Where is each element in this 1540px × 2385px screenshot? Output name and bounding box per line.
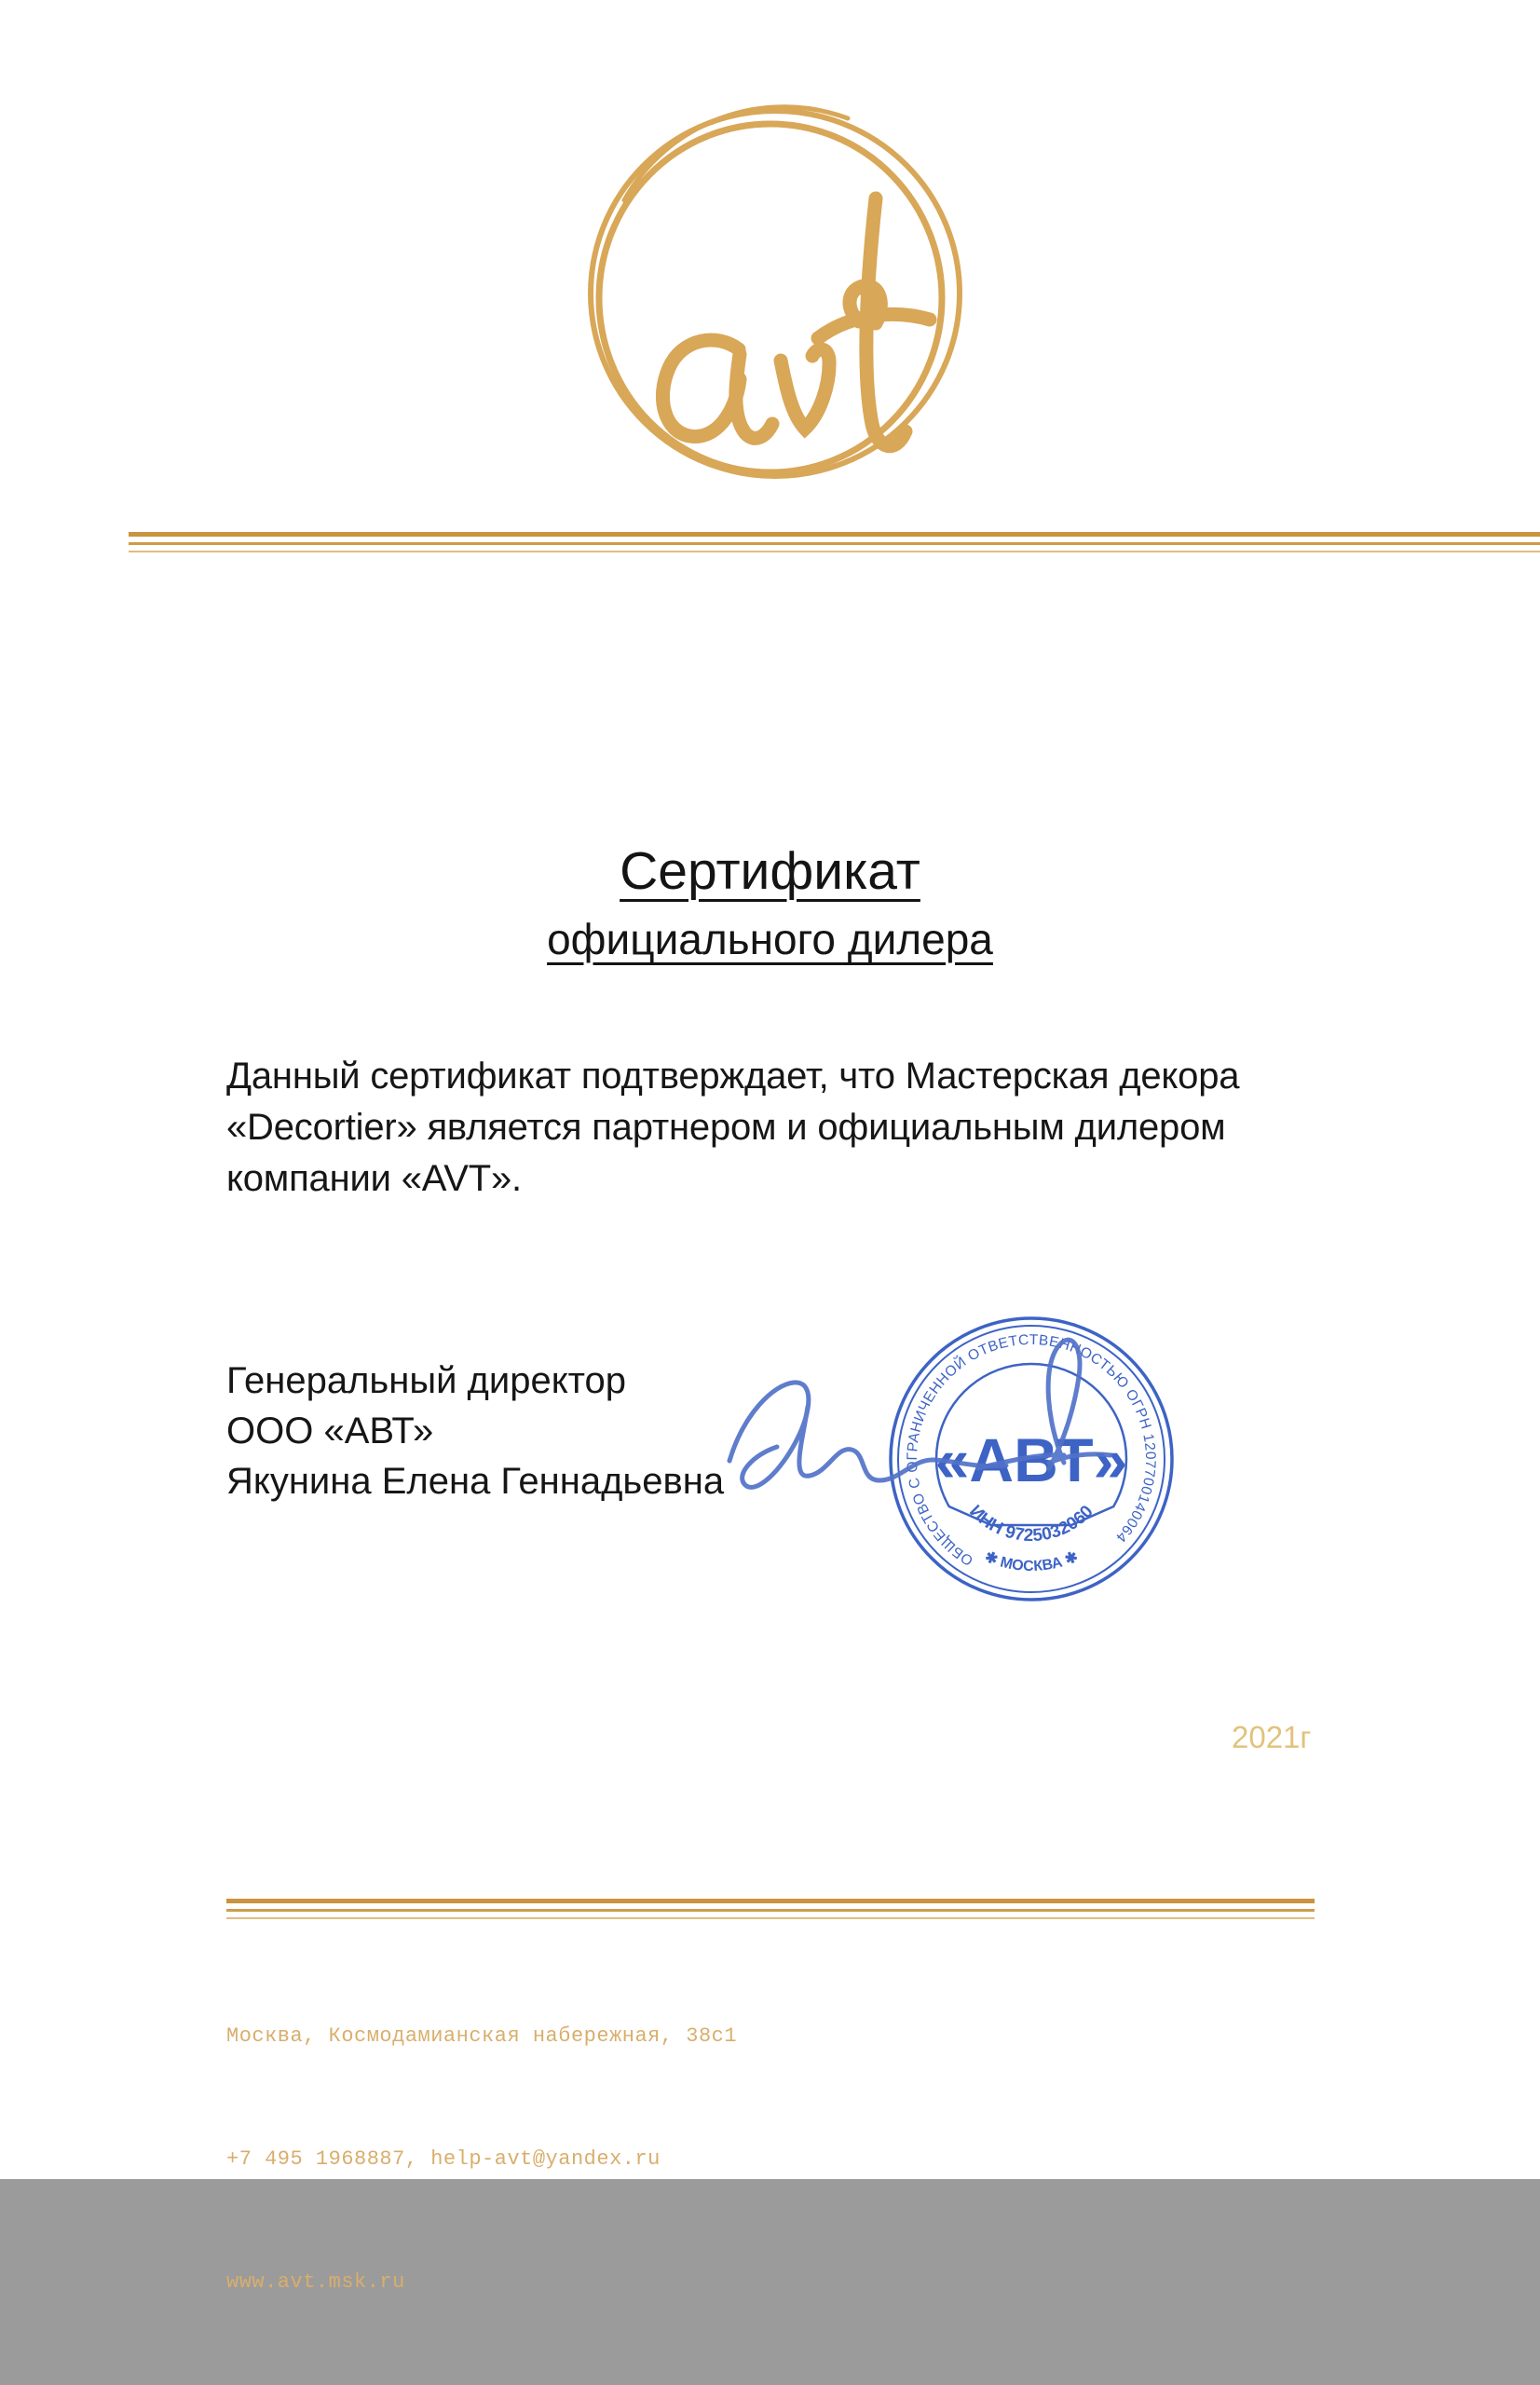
body-line: Данный сертификат подтверждает, что Мастерская декора: [226, 1056, 1240, 1097]
body-line: компании «AVT».: [226, 1158, 522, 1199]
top-separator: [129, 532, 1540, 552]
separator-line-thick: [226, 1899, 1315, 1903]
stamp-city-text: ✱ МОСКВА ✱: [982, 1548, 1081, 1575]
bottom-separator: [226, 1899, 1315, 1919]
signatory-company: ООО «АВТ»: [226, 1411, 434, 1451]
separator-line-thin: [129, 551, 1540, 552]
logo-script-letters: [662, 198, 930, 446]
separator-line-medium: [129, 542, 1540, 545]
avt-logo: [568, 89, 978, 498]
separator-line-thin: [226, 1917, 1315, 1919]
stamp-ring-text: ОБЩЕСТВО С ОГРАНИЧЕННОЙ ОТВЕТСТВЕННОСТЬЮ ОГРН 1207700140064: [904, 1331, 1159, 1569]
separator-line-medium: [226, 1909, 1315, 1912]
stamp-inn-text: ИНН 9725032060: [965, 1501, 1097, 1547]
certificate-subtitle: официального дилера: [547, 915, 993, 963]
certificate-body: [226, 1051, 1251, 1205]
signatory-position: Генеральный директор: [226, 1360, 627, 1401]
company-stamp: [699, 1295, 1202, 1621]
footer-contacts: [226, 1934, 737, 2385]
footer-address: Москва, Космодамианская набережная, 38с1: [226, 2024, 738, 2048]
body-line: «Decortier» является партнером и официальным дилером: [226, 1107, 1226, 1148]
footer-phone-email: +7 495 1968887, help-avt@yandex.ru: [226, 2147, 661, 2171]
stamp-center-text: «АВТ»: [934, 1425, 1128, 1494]
footer-website: www.avt.msk.ru: [226, 2270, 405, 2294]
separator-line-thick: [129, 532, 1540, 537]
certificate-title: Сертификат: [620, 841, 920, 901]
signatory-name: Якунина Елена Геннадьевна: [226, 1461, 725, 1502]
year-label: 2021г: [1232, 1720, 1312, 1754]
